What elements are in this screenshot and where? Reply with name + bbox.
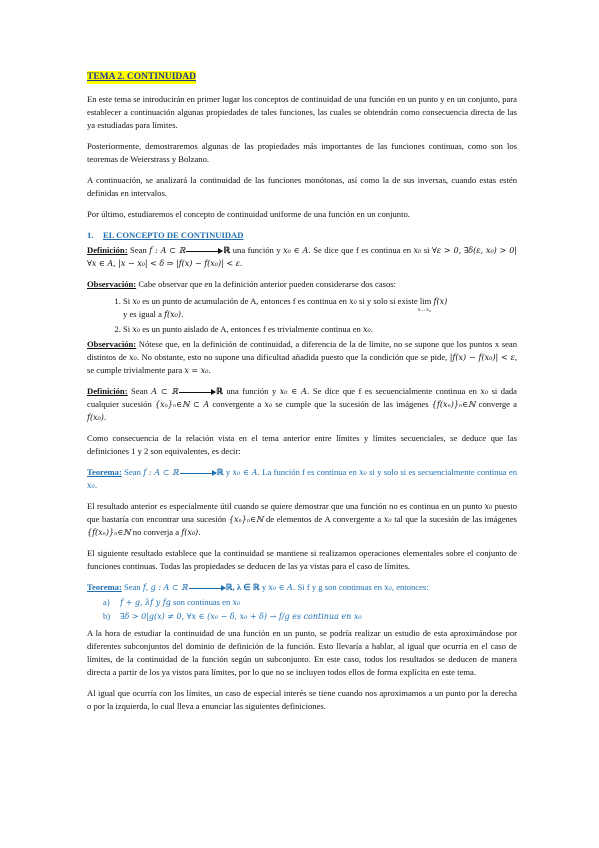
- theorem-label: Teorema:: [87, 467, 122, 477]
- list-item: [103, 610, 517, 623]
- math-expression: ∃δ > 0|g(x) ≠ 0, ∀x ∈ (x₀ − δ, x₀ + δ) → f/g es continua en x₀: [120, 612, 362, 621]
- math-expression: x₀: [383, 515, 392, 524]
- theorem-items-list: [103, 596, 517, 623]
- list-item: [103, 596, 517, 609]
- math-expression: x₀: [359, 468, 367, 477]
- math-expression: x₀ ∈ A.: [283, 246, 311, 255]
- intro-paragraph-1: En este tema se introducirán en primer lugar los conceptos de continuidad de una función en un punto y en un conjunto, para establecer a continuación algunas propiedades de tales funciones, las cuales se obtendrán como consecuencia directa de las ya estudiadas para límites.: [87, 94, 517, 130]
- definition-text: Se dice que f es continua en: [313, 245, 412, 255]
- definition-text: si: [423, 245, 430, 255]
- observation-label: Observación:: [87, 339, 137, 349]
- math-expression: x₀: [264, 400, 273, 409]
- math-expression: f : A ⊂ ℝ: [149, 246, 186, 255]
- theorem-text: y: [225, 467, 231, 477]
- definition-text: una función y: [226, 386, 277, 396]
- observation-text: , se cumple trivialmente para: [87, 352, 517, 375]
- paragraph-text: no converja a: [132, 527, 180, 537]
- long-arrow-icon: [189, 588, 225, 589]
- section-heading: [87, 229, 517, 242]
- definition-text: converge a: [478, 399, 518, 409]
- math-condition: |f(x) − f(x₀)| < ε: [449, 353, 515, 362]
- math-expression: x = x₀.: [184, 366, 211, 375]
- math-expression: f + g, λf y fg: [120, 598, 171, 607]
- theorem-text: Si f y g son continuas en: [297, 582, 383, 592]
- theorem-1: [87, 466, 517, 492]
- section-number: 1.: [87, 230, 94, 240]
- math-expression: x₀: [484, 502, 493, 511]
- theorem-2: [87, 581, 517, 594]
- math-expression: f(x₀).: [164, 310, 184, 319]
- definition-text: Se dice que f es secuencialmente continua en: [312, 386, 477, 396]
- section-title: EL CONCEPTO DE CONTINUIDAD: [103, 230, 244, 240]
- math-expression: f : A ⊂ ℝ: [143, 468, 179, 477]
- theorem-text: La función f es continua en: [262, 467, 357, 477]
- list-item: 2. Si x₀ es un punto aislado de A, entonces f es trivialmente continua en x₀.: [123, 323, 517, 336]
- math-expression: ℝ: [223, 245, 231, 255]
- math-expression: f(x): [433, 297, 448, 306]
- definition-text: Sean: [131, 386, 148, 396]
- item-text: son continuas en: [173, 597, 231, 607]
- intro-paragraph-4: Por último, estudiaremos el concepto de continuidad uniforme de una función en un conjunto.: [87, 209, 410, 219]
- theorem-text: Sean: [124, 467, 141, 477]
- item-key: b): [103, 611, 111, 621]
- useful-paragraph: [87, 500, 517, 539]
- math-expression: x₀: [480, 387, 489, 396]
- math-expression: x₀: [129, 353, 137, 362]
- limit-subscript: x→x₀: [417, 307, 431, 313]
- math-expression: x₀.: [87, 481, 98, 490]
- paragraph-text: de elementos de A convergente a: [265, 514, 382, 524]
- math-expression: x₀: [132, 297, 141, 306]
- definition-text: se cumple que la sucesión de las imágenes: [275, 399, 429, 409]
- math-expression: x₀: [362, 325, 371, 334]
- list-item: [123, 295, 517, 321]
- intro-paragraph-2: Posteriormente, demostraremos algunas de las propiedades más importantes de las funciones continuas, como son los teoremas de Weierstrass y Bolzano.: [87, 141, 517, 164]
- observation-2: [87, 338, 517, 377]
- math-expression: ℝ: [216, 386, 223, 396]
- math-condition: ∀ε > 0, ∃δ(ε, x₀) > 0|∀x ∈ A, |x − x₀| < δ ⇒ |f(x) − f(x₀)| < ε.: [87, 246, 517, 268]
- definition-label: Definición:: [87, 245, 128, 255]
- observation-text: Cabe observar que en la definición anterior pueden considerarse dos casos:: [138, 279, 397, 289]
- cases-list: [87, 295, 517, 336]
- math-expression: x₀ ∈ A.: [279, 387, 310, 396]
- math-expression: x₀: [232, 598, 241, 607]
- math-expression: x₀: [349, 297, 357, 306]
- observation-text: Nótese que, en la definición de continuidad, a diferencia de la de límite, no se supone que los puntos x sean distintos de: [87, 339, 517, 362]
- theorem-text: Sean: [124, 582, 141, 592]
- math-expression: {xₙ}ₙ∈ℕ ⊂ A: [155, 400, 210, 409]
- math-expression: f(x₀).: [181, 528, 201, 537]
- long-arrow-icon: [180, 473, 216, 474]
- item-text: y es igual a: [123, 309, 162, 319]
- math-expression: x₀ ∈ A.: [232, 468, 260, 477]
- item-key: a): [103, 597, 110, 607]
- page-title: TEMA 2. CONTINUIDAD: [87, 72, 196, 82]
- long-arrow-icon: [186, 251, 222, 252]
- item-text: si y solo si existe: [359, 296, 418, 306]
- observation-text: . No obstante, esto no supone una dificultad añadida puesto que la condición que se pide,: [136, 352, 448, 362]
- definition-text: si dada cualquier sucesión: [87, 386, 517, 409]
- relation-paragraph: Como consecuencia de la relación vista en el tema anterior entre límites y límites secuenciales, se deduce que las definiciones 1 y 2 son equivalentes, es decir:: [87, 433, 517, 456]
- definition-sequential: [87, 385, 517, 424]
- item-text: es un punto aislado de A, entonces f es trivialmente continua en: [142, 324, 361, 334]
- math-expression: x₀: [132, 325, 141, 334]
- math-expression: f(x₀).: [87, 413, 107, 422]
- math-expression: x₀: [384, 583, 392, 592]
- paragraph-text: tal que la sucesión de las imágenes: [394, 514, 518, 524]
- math-expression: x₀: [413, 246, 422, 255]
- limit-label: lim: [419, 296, 432, 306]
- paragraph-text: puesto que bastaría con encontrar una sucesión: [87, 501, 517, 524]
- definition-label: Definición:: [87, 386, 128, 396]
- theorem-text: y: [261, 582, 267, 592]
- item-text: Si: [123, 324, 131, 334]
- math-expression: ℝ, λ ∈ ℝ: [225, 582, 260, 592]
- math-expression: {xₙ}ₙ∈ℕ: [228, 515, 264, 524]
- closing-paragraph-2: Al igual que ocurría con los límites, un caso de especial interés se tiene cuando nos aproximamos a un punto por la derecha o por la izquierda, lo cual lleva a enunciar las siguientes definiciones.: [87, 688, 517, 711]
- math-expression: {f(xₙ)}ₙ∈ℕ: [87, 528, 131, 537]
- theorem-label: Teorema:: [87, 582, 122, 592]
- observation-1: [87, 278, 517, 291]
- math-expression: ℝ: [216, 467, 224, 477]
- limit-expression: [417, 295, 432, 313]
- math-expression: A ⊂ ℝ: [151, 387, 179, 396]
- item-text: es un punto de acumulación de A, entonces f es continua en: [142, 296, 347, 306]
- item-text: Si: [123, 296, 131, 306]
- next-result-paragraph: El siguiente resultado establece que la continuidad se mantiene si realizamos operaciones elementales sobre el conjunto de funciones continuas. Todas las propiedades se deducen de las ya vistas para el caso de límites.: [87, 548, 517, 571]
- theorem-text: , entonces:: [391, 582, 429, 592]
- intro-paragraph-3: A continuación, se analizará la continuidad de las funciones monótonas, así como la de sus inversas, cuando estas estén definidas en intervalos.: [87, 175, 517, 198]
- closing-paragraph-1: A la hora de estudiar la continuidad de una función en un punto, se podría realizar un estudio de esta aproximándose por diferentes subconjuntos del dominio de definición de la función. Esto llevaría a hablar, al igual que ocurría en el caso de límites, de la continuidad de la función según un subconjunto. En este caso, todos los resultados se deducen de manera directa a partir de los ya vistos para límites, por lo que no se incluyen todos ellos de forma explícita en este tema.: [87, 628, 517, 677]
- definition-text: una función y: [232, 245, 281, 255]
- long-arrow-icon: [179, 392, 215, 393]
- definition-text: convergente a: [212, 399, 262, 409]
- math-expression: {f(xₙ)}ₙ∈ℕ: [431, 400, 476, 409]
- definition-text: Sean: [130, 245, 147, 255]
- paragraph-text: El resultado anterior es especialmente útil cuando se quiere demostrar que una función no es continua en un punto: [87, 501, 483, 511]
- observation-label: Observación:: [87, 279, 137, 289]
- document-page: [87, 70, 517, 721]
- math-expression: x₀ ∈ A.: [268, 583, 296, 592]
- math-expression: f, g : A ⊂ ℝ: [142, 583, 188, 592]
- theorem-text: si y solo si es secuencialmente continua en: [369, 467, 518, 477]
- definition-continuity: [87, 244, 517, 270]
